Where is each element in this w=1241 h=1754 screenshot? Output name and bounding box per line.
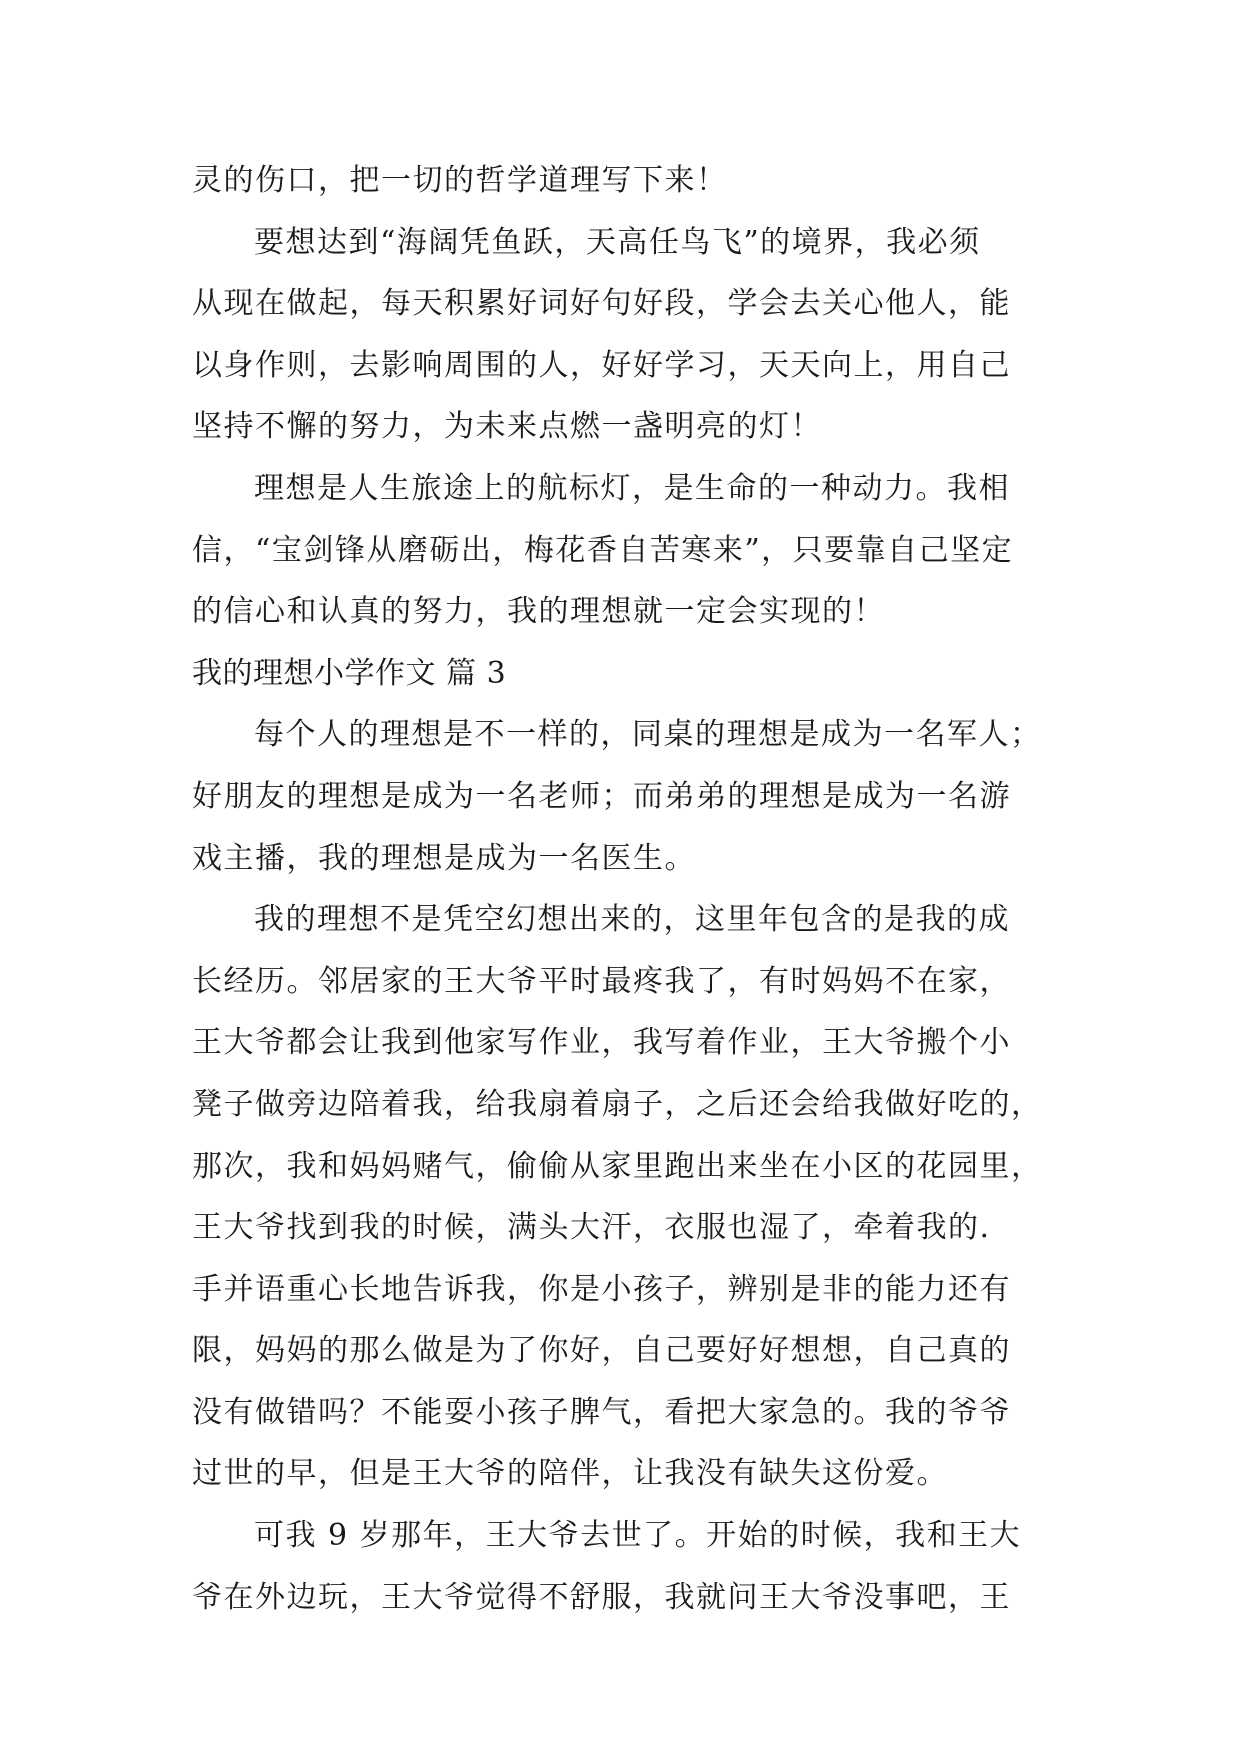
document-body: [192, 150, 1054, 1628]
paragraph-line: 王大爷找到我的时候，满头大汗，衣服也湿了，牵着我的.: [192, 1210, 991, 1246]
paragraph-line: 那次，我和妈妈赌气，偷偷从家里跑出来坐在小区的花园里，: [192, 1148, 1043, 1184]
paragraph-line: 灵的伤口，把一切的哲学道理写下来！: [192, 163, 728, 198]
paragraph-line: 好朋友的理想是成为一名老师；而弟弟的理想是成为一名游: [192, 778, 1011, 814]
paragraph-line: 以身作则，去影响周围的人，好好学习，天天向上，用自己: [192, 347, 1011, 383]
paragraph-line: 可我 9 岁那年，王大爷去世了。开始的时候，我和王大: [254, 1518, 1022, 1554]
paragraph-line: 从现在做起，每天积累好词好句好段，学会去关心他人，能: [192, 286, 1011, 322]
paragraph-line: 信，“宝剑锋从磨砺出，梅花香自苦寒来”，只要靠自己坚定: [192, 532, 1014, 568]
paragraph-line: 每个人的理想是不一样的，同桌的理想是成为一名军人；: [254, 717, 1042, 753]
paragraph-line: 要想达到“海阔凭鱼跃，天高任鸟飞”的境界，我必须: [254, 224, 981, 260]
paragraph-line: 理想是人生旅途上的航标灯，是生命的一种动力。我相: [254, 470, 1010, 506]
paragraph-line: 凳子做旁边陪着我，给我扇着扇子，之后还会给我做好吃的，: [192, 1086, 1043, 1122]
paragraph-line: 的信心和认真的努力，我的理想就一定会实现的！: [192, 594, 885, 630]
paragraph-line: 手并语重心长地告诉我，你是小孩子，辨别是非的能力还有: [192, 1271, 1011, 1307]
section-heading: 我的理想小学作文 篇 3: [192, 655, 507, 691]
paragraph-line: 我的理想不是凭空幻想出来的，这里年包含的是我的成: [254, 902, 1010, 938]
paragraph-line: 过世的早，但是王大爷的陪伴，让我没有缺失这份爱。: [192, 1456, 948, 1492]
paragraph-line: 王大爷都会让我到他家写作业，我写着作业，王大爷搬个小: [192, 1025, 1011, 1061]
paragraph-line: 限，妈妈的那么做是为了你好，自己要好好想想，自己真的: [192, 1333, 1011, 1369]
paragraph-line: 长经历。邻居家的王大爷平时最疼我了，有时妈妈不在家，: [192, 963, 1011, 999]
paragraph-line: 没有做错吗？不能耍小孩子脾气，看把大家急的。我的爷爷: [192, 1394, 1011, 1430]
paragraph-line: 爷在外边玩，王大爷觉得不舒服，我就问王大爷没事吧，王: [192, 1579, 1011, 1615]
paragraph-line: 坚持不懈的努力，为未来点燃一盏明亮的灯！: [192, 409, 822, 445]
paragraph-line: 戏主播，我的理想是成为一名医生。: [192, 840, 696, 876]
